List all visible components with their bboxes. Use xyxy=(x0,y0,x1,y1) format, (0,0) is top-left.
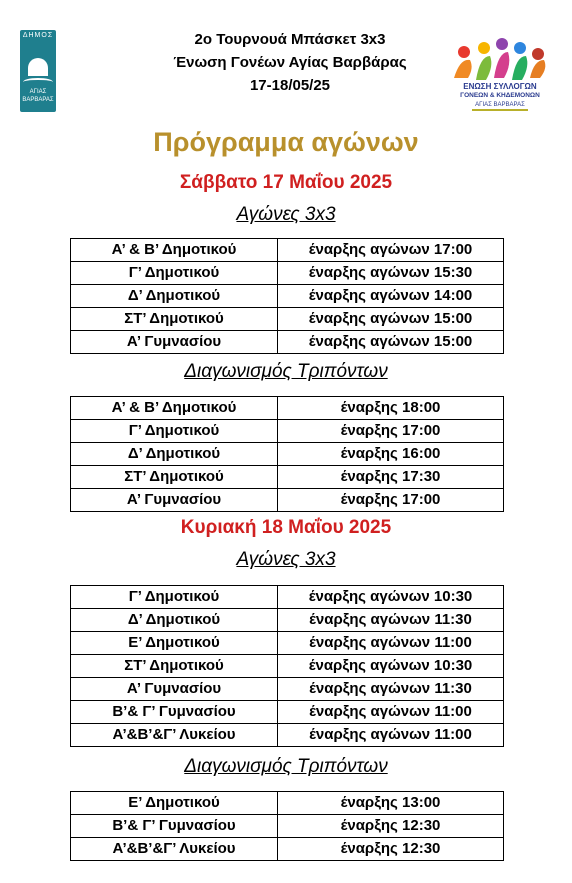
time-cell: έναρξης 18:00 xyxy=(278,397,504,420)
time-cell: έναρξης 17:30 xyxy=(278,466,504,489)
logo-right-line1: ΕΝΩΣΗ ΣΥΛΛΟΓΩΝ xyxy=(463,82,537,91)
logo-left-top-text: ΔΗΜΟΣ xyxy=(22,32,54,39)
time-cell: έναρξης 13:00 xyxy=(278,792,504,815)
day-heading-saturday: Σάββατο 17 Μαΐου 2025 xyxy=(179,172,393,193)
logo-right-line2: ΓΟΝΕΩΝ & ΚΗΔΕΜΟΝΩΝ xyxy=(460,92,540,99)
class-cell: Δ’ Δημοτικού xyxy=(71,443,278,466)
time-cell: έναρξης αγώνων 15:30 xyxy=(278,262,504,285)
table-row xyxy=(71,838,504,861)
games-table-saturday xyxy=(70,238,504,354)
time-cell: έναρξης αγώνων 10:30 xyxy=(278,655,504,678)
logo-right-line3: ΑΓΙΑΣ ΒΑΡΒΑΡΑΣ xyxy=(475,102,525,108)
class-cell: Α’ Γυμνασίου xyxy=(71,331,278,354)
table-row xyxy=(71,655,504,678)
page-header xyxy=(90,28,490,97)
time-cell: έναρξης αγώνων 11:30 xyxy=(278,609,504,632)
table-row xyxy=(71,724,504,747)
time-cell: έναρξης 16:00 xyxy=(278,443,504,466)
logo-left-name-line1: ΑΓΙΑΣ xyxy=(29,89,47,95)
table-row xyxy=(71,632,504,655)
class-cell: Α’ & Β’ Δημοτικού xyxy=(71,397,278,420)
class-cell: Γ’ Δημοτικού xyxy=(71,262,278,285)
table-row xyxy=(71,397,504,420)
class-cell: Α’ & Β’ Δημοτικού xyxy=(71,239,278,262)
class-cell: ΣΤ’ Δημοτικού xyxy=(71,655,278,678)
time-cell: έναρξης αγώνων 11:30 xyxy=(278,678,504,701)
table-row xyxy=(71,609,504,632)
class-cell: Α’&Β’&Γ’ Λυκείου xyxy=(71,724,278,747)
time-cell: έναρξης 12:30 xyxy=(278,815,504,838)
people-figures-icon xyxy=(450,38,550,84)
header-line-2: Ένωση Γονέων Αγίας Βαρβάρας xyxy=(173,54,407,71)
table-row xyxy=(71,815,504,838)
games-table-sunday xyxy=(70,585,504,747)
time-cell: έναρξης 12:30 xyxy=(278,838,504,861)
page-title: Πρόγραμμα αγώνων xyxy=(153,127,419,157)
municipality-logo xyxy=(20,30,56,112)
class-cell: Δ’ Δημοτικού xyxy=(71,609,278,632)
time-cell: έναρξης αγώνων 14:00 xyxy=(278,285,504,308)
header-line-1: 2ο Τουρνουά Μπάσκετ 3x3 xyxy=(194,31,386,48)
logo-left-name xyxy=(20,88,56,104)
class-cell: Γ’ Δημοτικού xyxy=(71,420,278,443)
time-cell: έναρξης αγώνων 15:00 xyxy=(278,331,504,354)
table-row xyxy=(71,466,504,489)
contest-heading-sunday: Διαγωνισμός Τριπόντων xyxy=(184,756,388,777)
table-row xyxy=(71,331,504,354)
class-cell: Β’& Γ’ Γυμνασίου xyxy=(71,815,278,838)
table-row xyxy=(71,285,504,308)
time-cell: έναρξης αγώνων 17:00 xyxy=(278,239,504,262)
table-row xyxy=(71,262,504,285)
table-row xyxy=(71,489,504,512)
class-cell: Δ’ Δημοτικού xyxy=(71,285,278,308)
class-cell: ΣΤ’ Δημοτικού xyxy=(71,308,278,331)
class-cell: Α’ Γυμνασίου xyxy=(71,678,278,701)
time-cell: έναρξης αγώνων 10:30 xyxy=(278,586,504,609)
waves-icon xyxy=(23,78,53,86)
table-row xyxy=(71,420,504,443)
time-cell: έναρξης αγώνων 11:00 xyxy=(278,724,504,747)
class-cell: ΣΤ’ Δημοτικού xyxy=(71,466,278,489)
class-cell: Ε’ Δημοτικού xyxy=(71,792,278,815)
contest-table-saturday xyxy=(70,396,504,512)
class-cell: Α’&Β’&Γ’ Λυκείου xyxy=(71,838,278,861)
parents-association-logo xyxy=(450,38,550,116)
table-row xyxy=(71,678,504,701)
table-row xyxy=(71,443,504,466)
time-cell: έναρξης 17:00 xyxy=(278,420,504,443)
logo-left-name-line2: ΒΑΡΒΑΡΑΣ xyxy=(22,97,54,103)
church-icon xyxy=(28,58,48,76)
time-cell: έναρξης αγώνων 15:00 xyxy=(278,308,504,331)
class-cell: Β’& Γ’ Γυμνασίου xyxy=(71,701,278,724)
class-cell: Γ’ Δημοτικού xyxy=(71,586,278,609)
class-cell: Ε’ Δημοτικού xyxy=(71,632,278,655)
time-cell: έναρξης αγώνων 11:00 xyxy=(278,632,504,655)
table-row xyxy=(71,239,504,262)
header-line-3: 17-18/05/25 xyxy=(249,77,331,94)
day-heading-sunday: Κυριακή 18 Μαΐου 2025 xyxy=(180,517,392,538)
time-cell: έναρξης 17:00 xyxy=(278,489,504,512)
table-row xyxy=(71,586,504,609)
table-row xyxy=(71,792,504,815)
contest-table-sunday xyxy=(70,791,504,861)
games-heading-sunday: Αγώνες 3x3 xyxy=(236,549,336,570)
table-row xyxy=(71,308,504,331)
time-cell: έναρξης αγώνων 11:00 xyxy=(278,701,504,724)
contest-heading-saturday: Διαγωνισμός Τριπόντων xyxy=(184,361,388,382)
games-heading-saturday: Αγώνες 3x3 xyxy=(236,204,336,225)
logo-right-divider xyxy=(472,109,528,111)
table-row xyxy=(71,701,504,724)
class-cell: Α’ Γυμνασίου xyxy=(71,489,278,512)
